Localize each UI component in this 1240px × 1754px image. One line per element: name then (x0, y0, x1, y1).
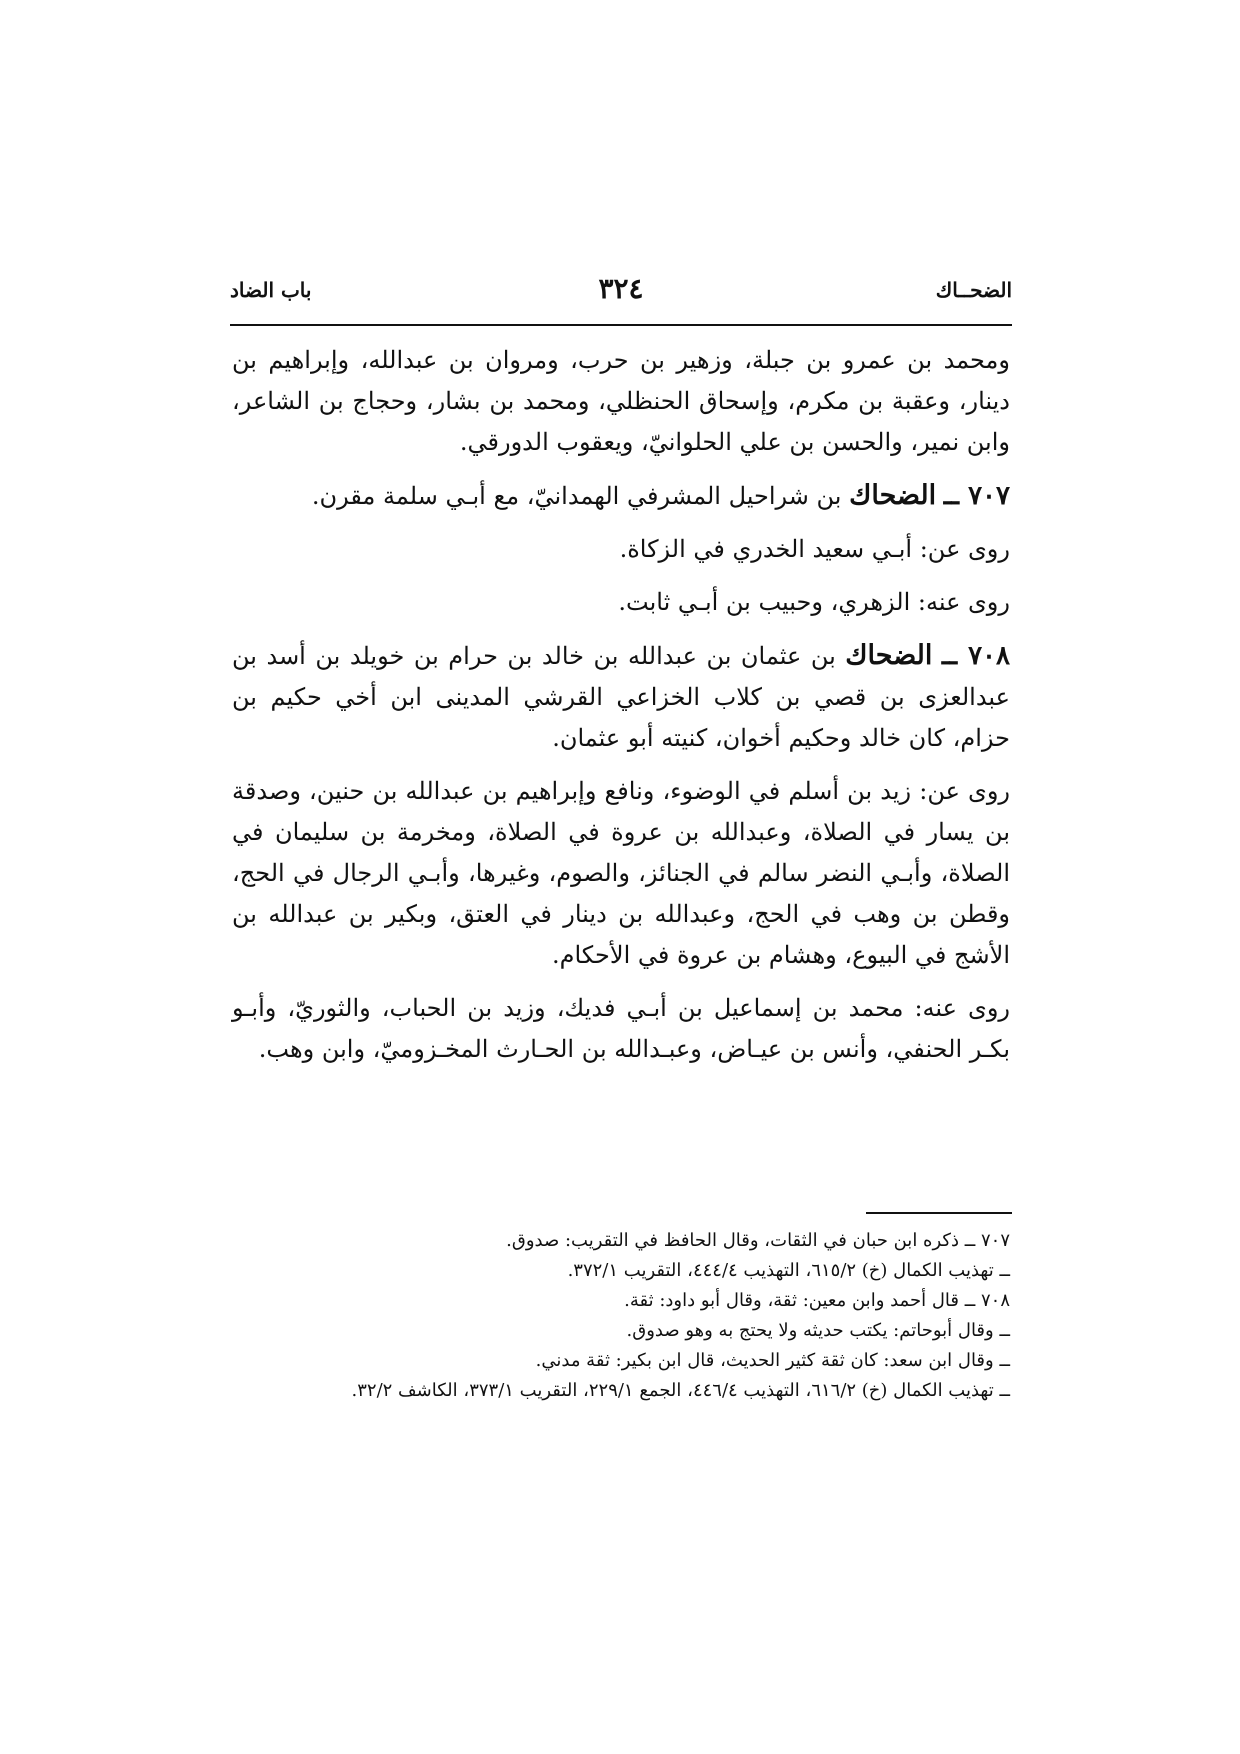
running-title: الضحــاك (935, 278, 1012, 302)
entry-708-narrated-from: روى عن: زيد بن أسلم في الوضوء، ونافع وإبراهيم بن عبدالله بن حنين، وصدقة بن يسار في الصلاة، وعبدالله بن عروة في الصلاة، ومخرمة بن سليمان في الصلاة، وأبـي النضر سالم في الجنائز، والصوم، وغيرها، وأبـي الرجال في الحج، وقطن بن وهب في الحج، وعبدالله بن دينار في العتق، وبكير بن عبدالله بن الأشج في البيوع، وهشام بن عروة في الأحكام. (232, 777, 1010, 969)
page-number: ٣٢٤ (598, 272, 644, 305)
main-text (232, 340, 1010, 1082)
page-header (230, 272, 1012, 312)
entry-707-heading (232, 475, 1010, 517)
chapter-title: باب الضاد (230, 278, 312, 302)
entry-lineage: بن شراحيل المشرفي الهمدانيّ، مع أبـي سلمة مقرن. (311, 482, 842, 510)
footnote-708-abuhatim: ــ وقال أبوحاتم: يكتب حديثه ولا يحتج به وهو صدوق. (626, 1320, 1010, 1341)
entry-name: الضحاك (849, 480, 937, 511)
entry-number: ٧٠٨ ــ (941, 641, 1010, 671)
footnotes (232, 1226, 1010, 1406)
entry-number: ٧٠٧ ــ (943, 481, 1010, 511)
entry-707-narrated-by: روى عنه: الزهري، وحبيب بن أبـي ثابت. (618, 588, 1010, 616)
entry-707-narrated-from: روى عن: أبـي سعيد الخدري في الزكاة. (619, 535, 1010, 563)
footnote-707-sources: ــ تهذيب الكمال (خ) ٦١٥/٢، التهذيب ٤٤٤/٤، التقريب ٣٧٢/١. (567, 1260, 1010, 1281)
footnote-708: ٧٠٨ ــ قال أحمد وابن معين: ثقة، وقال أبو داود: ثقة. (624, 1290, 1010, 1311)
entry-708-heading (232, 635, 1010, 759)
entry-name: الضحاك (845, 640, 933, 671)
footnote-rule (866, 1212, 1012, 1214)
footnote-708-sources: ــ تهذيب الكمال (خ) ٦١٦/٢، التهذيب ٤٤٦/٤، الجمع ٢٢٩/١، التقريب ٣٧٣/١، الكاشف ٣٢/٢. (351, 1380, 1010, 1401)
entry-lineage: بن عثمان بن عبدالله بن خالد بن حرام بن خويلد بن أسد بن عبدالعزى بن قصي بن كلاب الخزاعي القرشي المدينى ابن أخي حكيم بن حزام، كان خالد وحكيم أخوان، كنيته أبو عثمان. (232, 642, 1010, 752)
footnote-707: ٧٠٧ ــ ذكره ابن حبان في الثقات، وقال الحافظ في التقريب: صدوق. (506, 1230, 1010, 1251)
continued-paragraph: ومحمد بن عمرو بن جبلة، وزهير بن حرب، ومروان بن عبدالله، وإبراهيم بن دينار، وعقبة بن مكرم، وإسحاق الحنظلي، ومحمد بن بشار، وحجاج بن الشاعر، وابن نمير، والحسن بن علي الحلوانيّ، ويعقوب الدورقي. (232, 346, 1010, 456)
entry-708-narrated-by: روى عنه: محمد بن إسماعيل بن أبـي فديك، وزيد بن الحباب، والثوريّ، وأبـو بكـر الحنفي، وأنس بن عيـاض، وعبـدالله بن الحـارث المخـزوميّ، وابن وهب. (232, 994, 1010, 1063)
header-rule (230, 324, 1012, 326)
footnote-708-ibnsaad: ــ وقال ابن سعد: كان ثقة كثير الحديث، قال ابن بكير: ثقة مدني. (535, 1350, 1010, 1371)
